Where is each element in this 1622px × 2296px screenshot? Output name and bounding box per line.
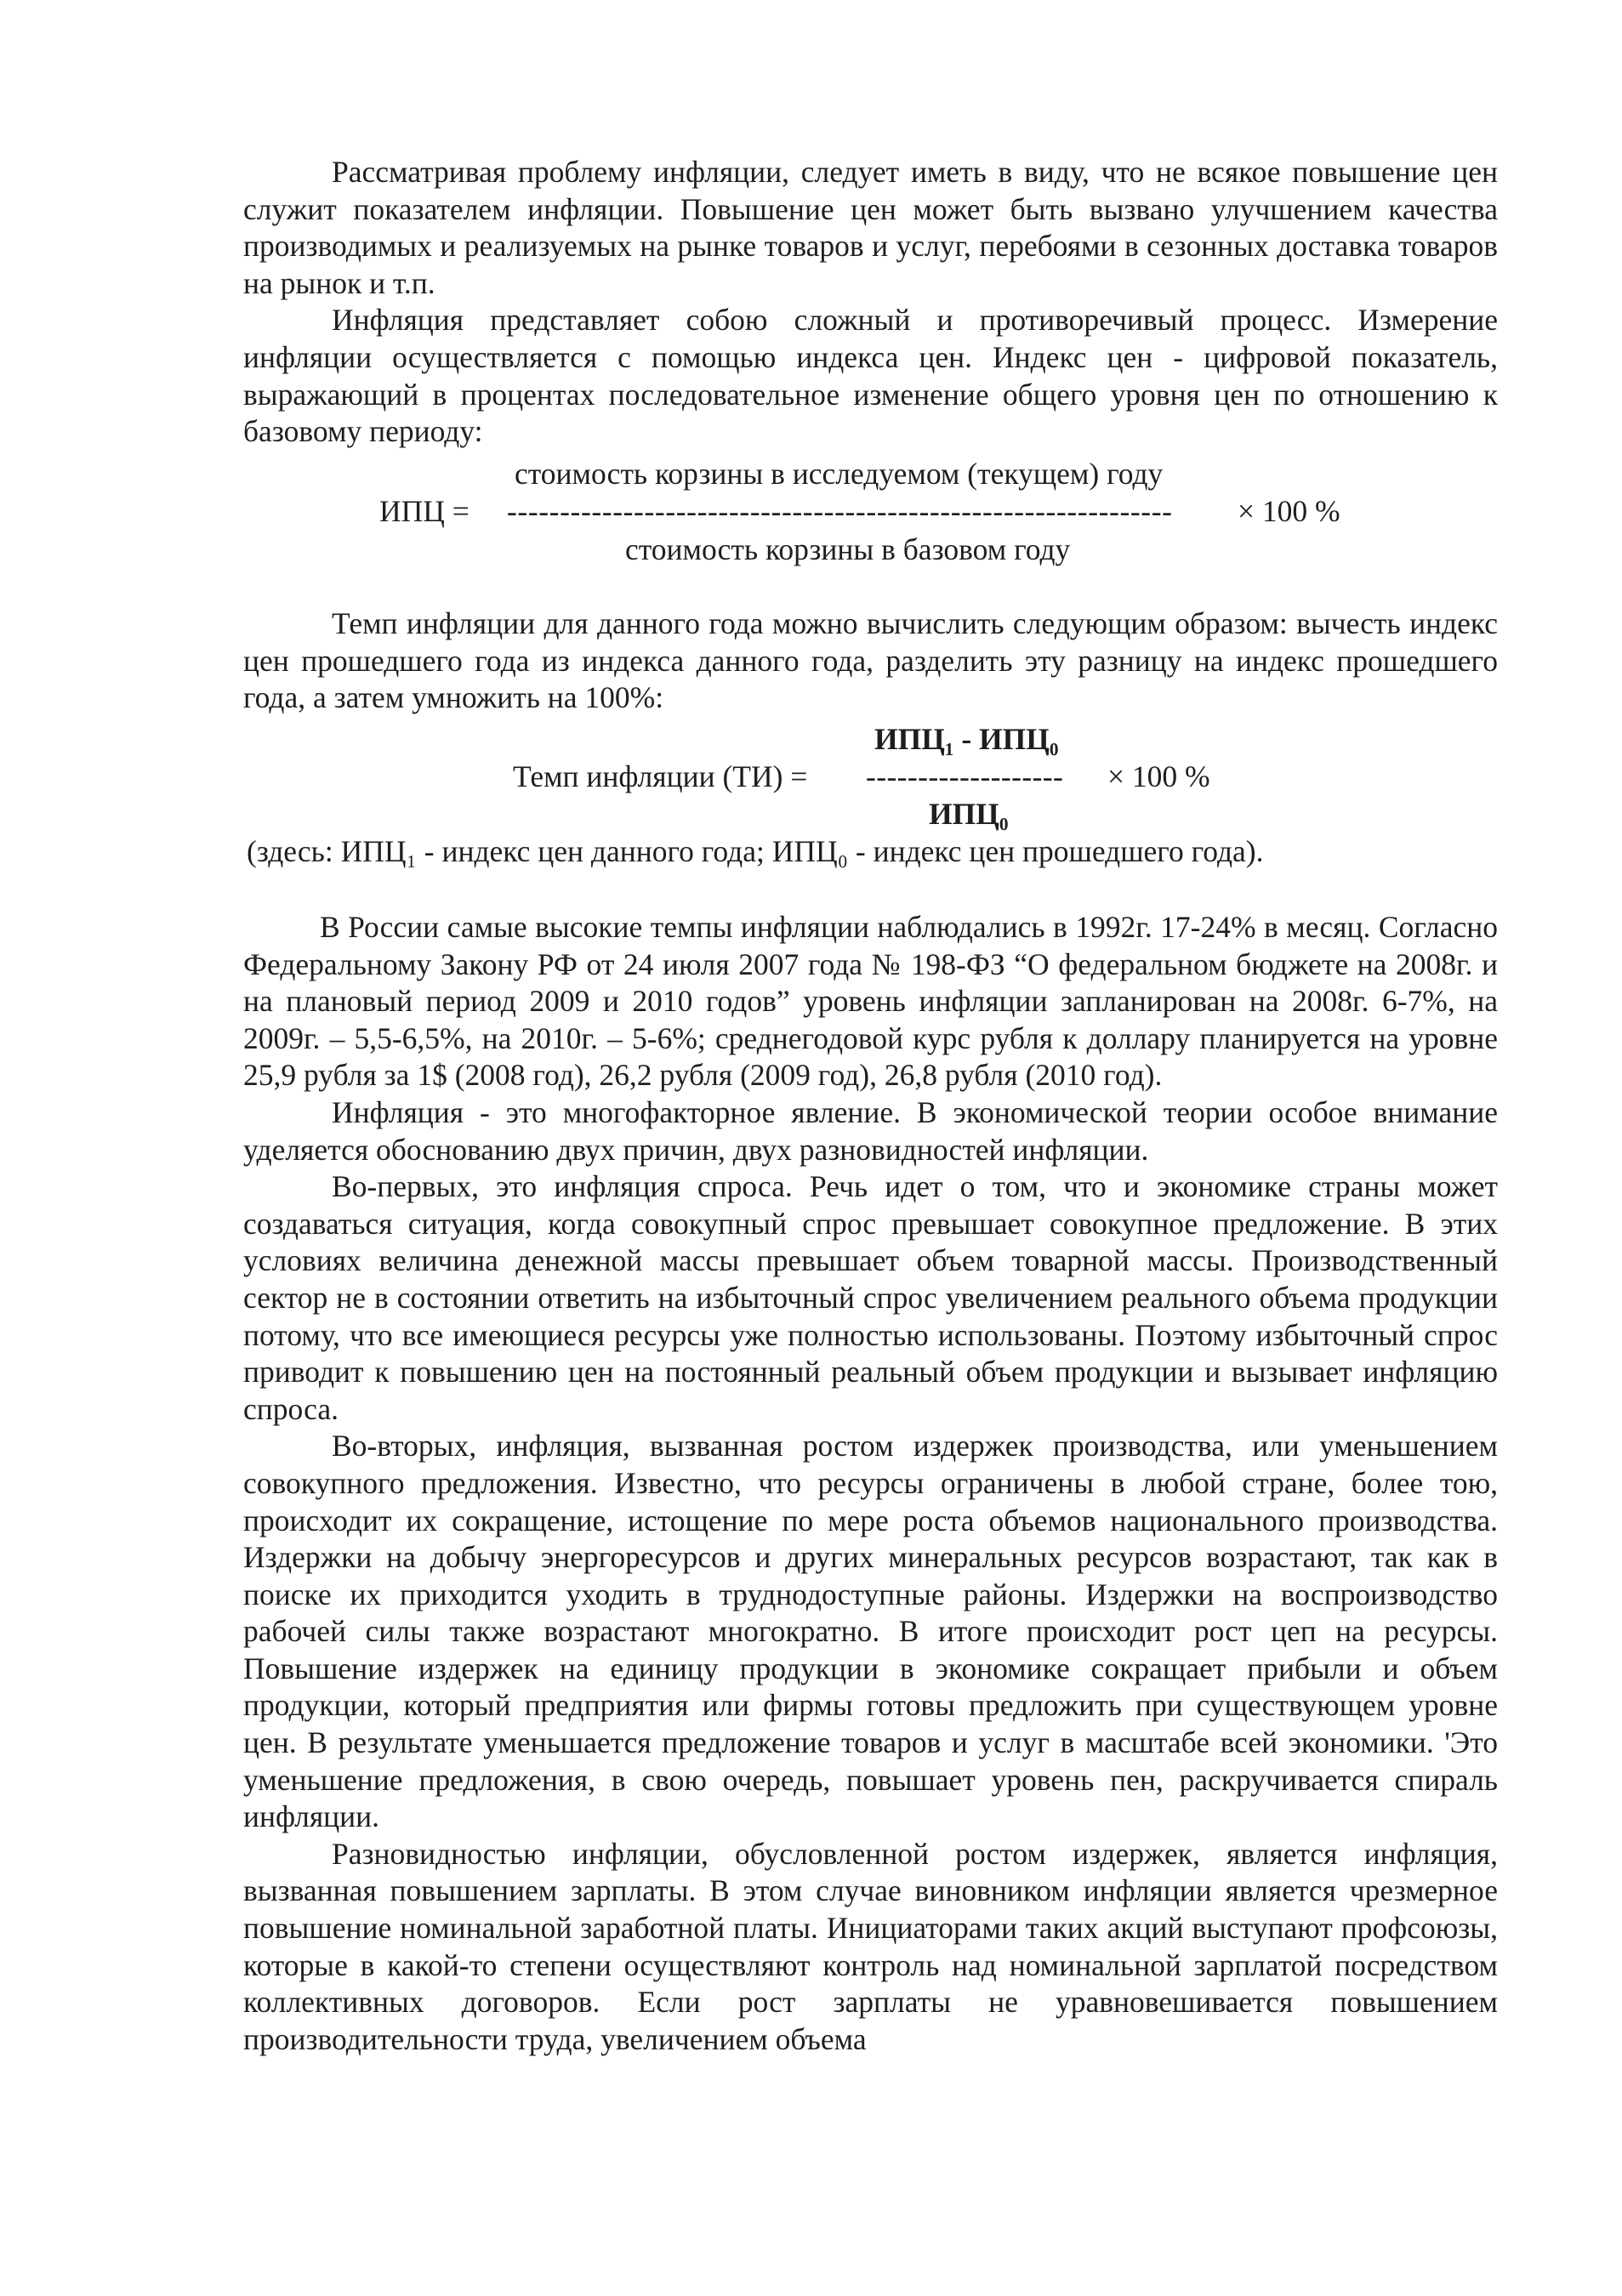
paragraph-7: Во-вторых, инфляция, вызванная ростом издержек производства, или уменьшением совокупного предложения. Известно, что ресурсы ограничены в любой стране, более тою, происходит их сокращение, истощение по мере роста объемов национального производства. Издержки на добычу энергоресурсов и других минеральных ресурсов возрастают, так как в поиске их приходится уходить в труднодоступные районы. Издержки на воспроизводство рабочей силы также возрастают многократно. В итоге происходит рост цеп на ресурсы. Повышение издержек на единицу продукции в экономике сокращает прибыли и объем продукции, который предприятия или фирмы готовы предложить при существующем уровне цен. В результате уменьшается предложение товаров и услуг в масштабе всей экономики. 'Это уменьшение предложения, в свою очередь, повышает уровень пен, раскручивается спираль инфляции. (243, 1429, 1498, 1834)
paragraph-2: Инфляция представляет собою сложный и противоречивый процесс. Измерение инфляции осуществляется с помощью индекса цен. Индекс цен - цифровой показатель, выражающий в процентах последовательное изменение общего уровня цен по отношению к базовому периоду: (243, 303, 1498, 449)
formula-ti-multiplier: × 100 % (1107, 759, 1210, 793)
formula-ti-denominator: ИПЦ₀ (929, 797, 1009, 831)
paragraph-8: Разновидностью инфляции, обусловленной ростом издержек, является инфляция, вызванная повышением зарплаты. В этом случае виновником инфляции является чрезмерное повышение номинальной заработной платы. Инициаторами таких акций выступают профсоюзы, которые в какой-то степени осуществляют контроль над номинальной зарплатой посредством коллективных договоров. Если рост зарплаты не уравновешивается повышением производительности труда, увеличением объема (243, 1836, 1498, 2056)
paragraph-1: Рассматривая проблему инфляции, следует иметь в виду, что не всякое повышение цен служит показателем инфляции. Повышение цен может быть вызвано улучшением качества производимых и реализуемых на рынке товаров и услуг, перебоями в сезонных доставка товаров на рынок и т.п. (243, 155, 1498, 300)
paragraph-4: В России самые высокие темпы инфляции наблюдались в 1992г. 17-24% в месяц. Согласно Федеральному Закону РФ от 24 июля 2007 года № 198-ФЗ “О федеральном бюджете на 2008г. и на плановый период 2009 и 2010 годов” уровень инфляции запланирован на 2008г. 6-7%, на 2009г. – 5,5-6,5%, на 2010г. – 5-6%; среднегодовой курс рубля к доллару планируется на уровне 25,9 рубля за 1$ (2008 год), 26,2 рубля (2009 год), 26,8 рубля (2010 год). (243, 910, 1498, 1093)
formula-ipc-numerator: стоимость корзины в исследуемом (текущем) году (515, 457, 1164, 491)
formula-ipc-lhs: ИПЦ = (379, 494, 470, 528)
text-block-2 (243, 605, 1498, 717)
formula-ti-lhs: Темп инфляции (ТИ) = (513, 759, 808, 793)
formula-ipc-fraction-line: --------------------------------------------------------------- (507, 494, 1173, 528)
paragraph-6: Во-первых, это инфляция спроса. Речь идет о том, что и экономике страны может создаваться ситуация, когда совокупный спрос превышает совокупное предложение. В этих условиях величина денежной массы превышает объем товарной массы. Производственный сектор не в состоянии ответить на избыточный спрос увеличением реального объема продукции потому, что все имеющиеся ресурсы уже полностью использованы. Поэтому избыточный спрос приводит к повышению цен на постоянный реальный объем продукции и вызывает инфляцию спроса. (243, 1169, 1498, 1426)
formula-ti-numerator: ИПЦ₁ - ИПЦ₀ (874, 722, 1059, 756)
text-block-1 (243, 154, 1498, 451)
formula-ti-fraction-line: ------------------- (866, 759, 1064, 793)
paragraph-5: Инфляция - это многофакторное явление. В экономической теории особое внимание уделяется обоснованию двух причин, двух разновидностей инфляции. (243, 1094, 1498, 1167)
formula-ipc-multiplier: × 100 % (1238, 494, 1340, 528)
formula-note: (здесь: ИПЦ₁ - индекс цен данного года; ИПЦ₀ - индекс цен прошедшего года). (247, 834, 1264, 868)
formula-ipc-denominator: стоимость корзины в базовом году (625, 532, 1071, 566)
text-block-3 (243, 909, 1498, 2058)
paragraph-3: Темп инфляции для данного года можно вычислить следующим образом: вычесть индекс цен прошедшего года из индекса данного года, разделить эту разницу на индекс прошедшего года, а затем умножить на 100%: (243, 606, 1498, 715)
